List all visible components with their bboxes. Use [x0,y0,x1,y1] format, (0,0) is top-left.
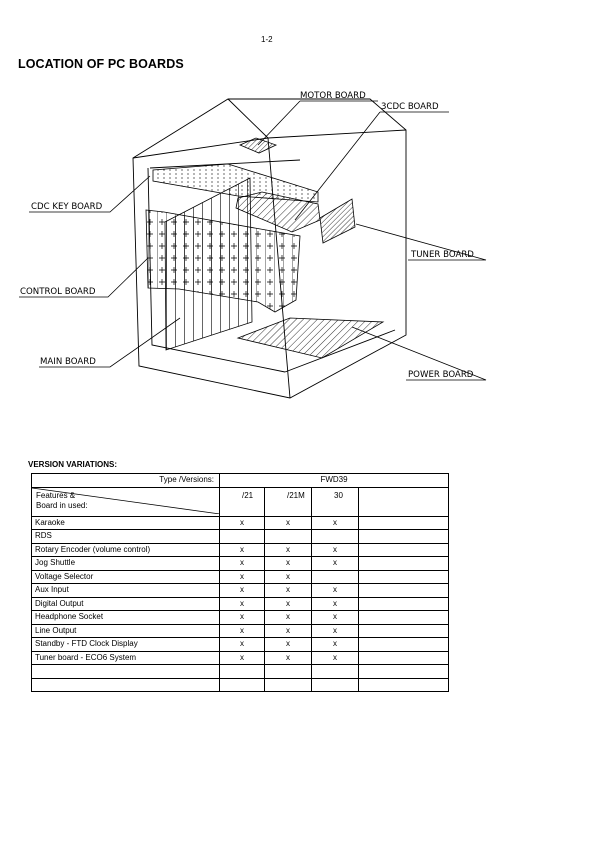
motor-board-label: MOTOR BOARD [300,91,366,101]
version-value-cell: x [312,651,359,665]
version-value-cell [359,516,449,530]
version-value-cell: x [220,570,265,584]
version-value-cell: x [312,638,359,652]
table-row [32,597,449,611]
table-row [32,624,449,638]
version-value-cell [312,530,359,544]
version-value-cell [220,530,265,544]
version-value-cell: x [220,624,265,638]
feature-cell: RDS [32,530,220,544]
feature-cell: Rotary Encoder (volume control) [32,543,220,557]
version-value-cell: x [312,611,359,625]
version-header [359,487,449,516]
feature-cell: Voltage Selector [32,570,220,584]
features-header-line1: Features & [36,490,76,500]
3cdc-board-label: 3CDC BOARD [381,102,439,112]
version-value-cell: x [265,638,312,652]
version-value-cell [359,557,449,571]
pc-board-location-diagram [0,80,595,410]
version-value-cell [265,678,312,692]
main-board-label: MAIN BOARD [40,357,96,367]
model-header: FWD39 [220,474,449,488]
feature-cell: Line Output [32,624,220,638]
feature-cell: Standby - FTD Clock Display [32,638,220,652]
page-title: LOCATION OF PC BOARDS [18,57,184,71]
version-value-cell [359,611,449,625]
features-header-line2: Board in used: [36,500,88,510]
tuner-board-shape [320,199,355,243]
feature-cell: Digital Output [32,597,220,611]
version-value-cell: x [220,651,265,665]
version-value-cell [359,570,449,584]
version-value-cell: x [265,611,312,625]
tuner-board-label: TUNER BOARD [411,250,474,260]
version-value-cell [312,570,359,584]
version-value-cell [220,678,265,692]
version-value-cell: x [312,557,359,571]
version-value-cell: x [265,570,312,584]
version-value-cell: x [265,584,312,598]
version-value-cell: x [220,611,265,625]
table-row [32,516,449,530]
feature-cell: Jog Shuttle [32,557,220,571]
version-value-cell: x [312,624,359,638]
version-value-cell: x [220,516,265,530]
version-value-cell [359,584,449,598]
motor-board-shape [240,138,276,153]
version-value-cell [265,665,312,679]
table-row [32,638,449,652]
table-header-row-versions [32,487,449,516]
page-number: 1-2 [261,35,273,44]
version-value-cell [359,624,449,638]
table-row [32,584,449,598]
feature-cell: Aux Input [32,584,220,598]
version-value-cell [312,678,359,692]
table-row [32,678,449,692]
features-header-cell [32,487,220,516]
version-value-cell [312,665,359,679]
power-board-shape [238,318,383,358]
version-value-cell [359,543,449,557]
version-value-cell [265,530,312,544]
version-value-cell [359,651,449,665]
cdc-key-board-label: CDC KEY BOARD [31,202,103,212]
feature-cell [32,665,220,679]
control-board-label: CONTROL BOARD [20,287,96,297]
version-header: /21 [220,487,265,516]
type-versions-header: Type /Versions: [32,474,220,488]
version-value-cell [359,678,449,692]
table-header-row-type [32,474,449,488]
table-row [32,557,449,571]
version-variations-table [31,473,449,692]
table-row [32,543,449,557]
version-value-cell [359,665,449,679]
version-value-cell: x [220,638,265,652]
version-value-cell: x [312,516,359,530]
feature-cell: Karaoke [32,516,220,530]
feature-cell [32,678,220,692]
version-value-cell: x [265,624,312,638]
version-value-cell: x [312,597,359,611]
table-row [32,570,449,584]
version-value-cell: x [265,651,312,665]
version-value-cell: x [265,516,312,530]
version-value-cell [359,530,449,544]
power-board-label: POWER BOARD [408,370,474,380]
version-header: /21M [265,487,312,516]
version-value-cell [359,638,449,652]
version-value-cell: x [220,597,265,611]
version-value-cell [359,597,449,611]
version-value-cell: x [220,584,265,598]
table-row [32,611,449,625]
table-row [32,665,449,679]
feature-cell: Headphone Socket [32,611,220,625]
table-row [32,651,449,665]
table-row [32,530,449,544]
feature-cell: Tuner board - ECO6 System [32,651,220,665]
version-value-cell: x [220,543,265,557]
main-board-shape [165,178,252,350]
version-variations-heading: VERSION VARIATIONS: [28,460,118,469]
version-value-cell: x [220,557,265,571]
version-header: 30 [312,487,359,516]
version-value-cell: x [265,597,312,611]
version-value-cell: x [265,557,312,571]
version-value-cell [220,665,265,679]
version-value-cell: x [312,584,359,598]
version-value-cell: x [265,543,312,557]
version-value-cell: x [312,543,359,557]
